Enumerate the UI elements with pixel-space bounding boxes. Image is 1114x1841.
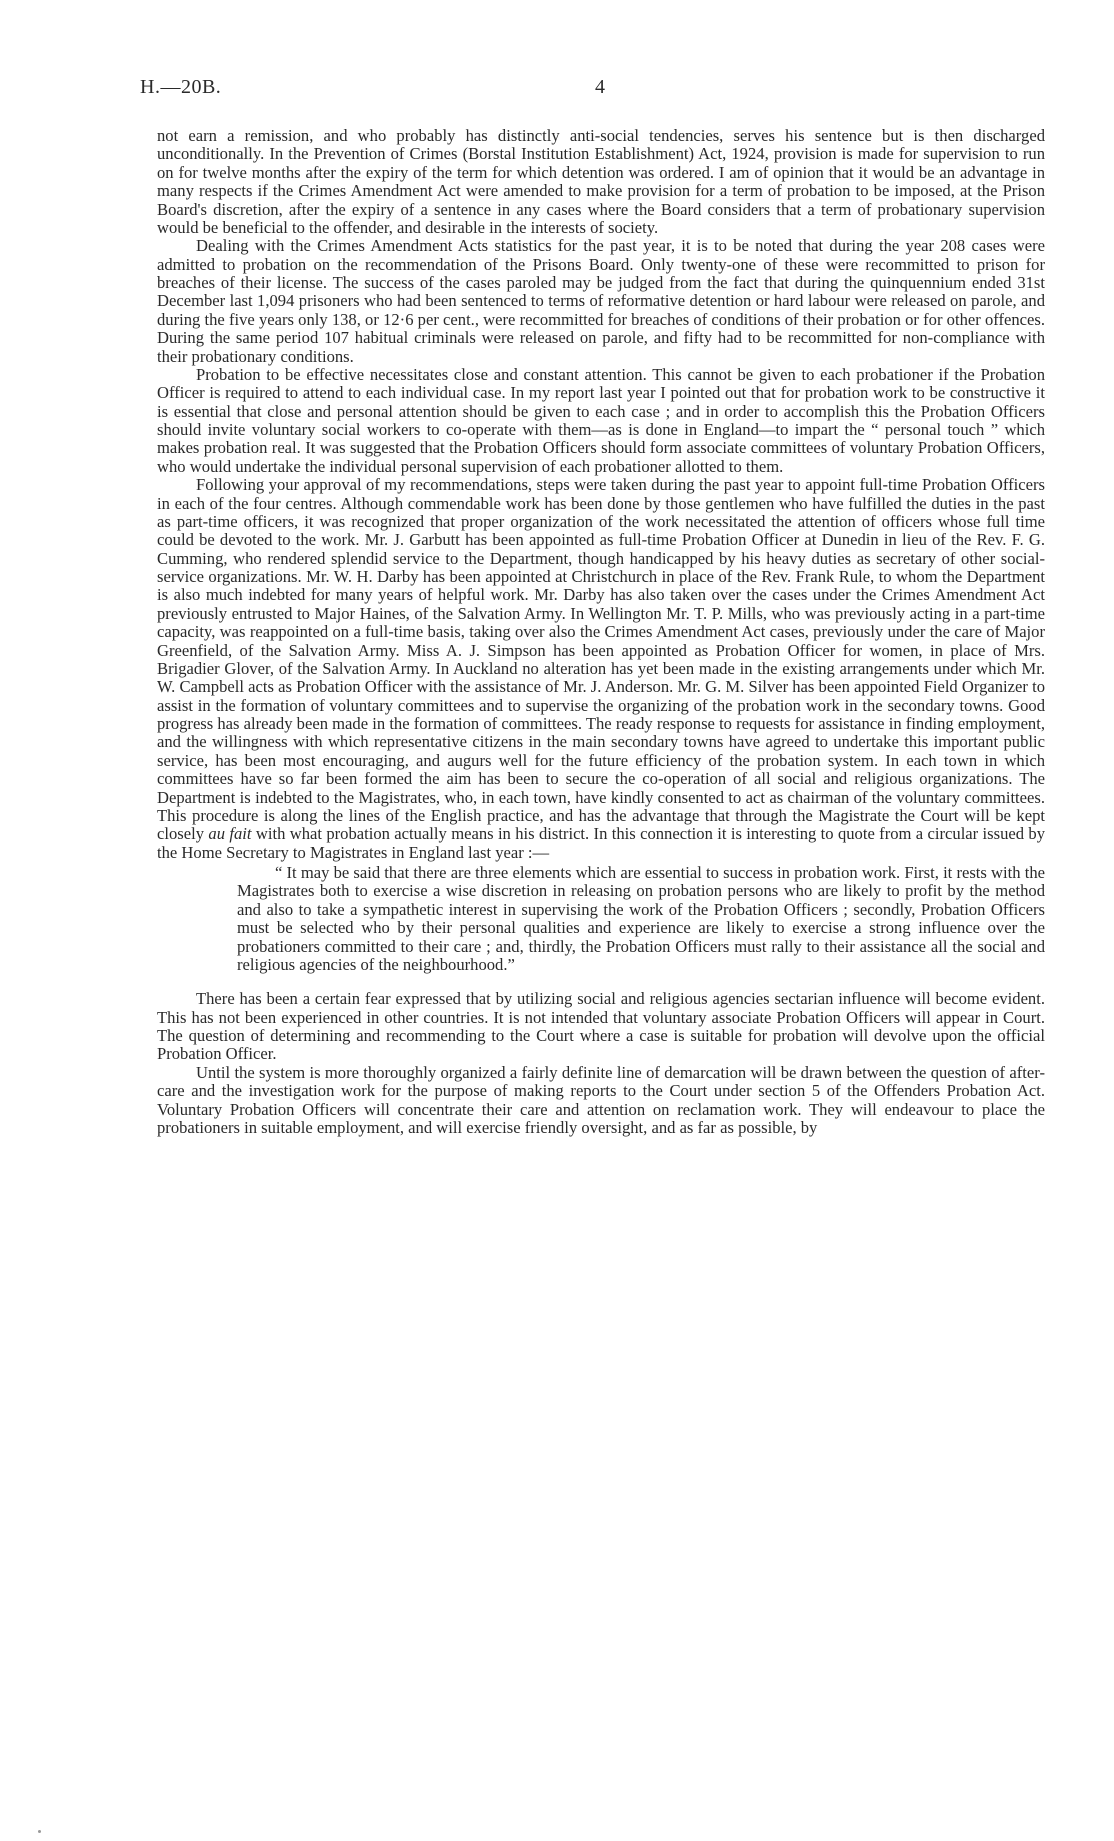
body-text (157, 127, 1045, 1137)
paragraph-continuation: not earn a remission, and who probably has distinctly anti-social tendencies, serves his sentence but is then discharged unconditionally. In the Prevention of Crimes (Borstal Institution Establishment) Act, 1924, provision is made for supervision to run on for twelve months after the expiry of the term for which detention was ordered. I am of opinion that it would be an advantage in many respects if the Crimes Amendment Act were amended to make provision for a term of probation to be imposed, at the Prison Board's discretion, after the expiry of a sentence in any cases where the Board considers that a term of probationary supervision would be beneficial to the offender, and desirable in the interests of society. (157, 126, 1045, 237)
italic-phrase: au fait (208, 824, 252, 844)
paragraph-sectarian-influence: There has been a certain fear expressed that by utilizing social and religious agencies sectarian influence will become evident. This has not been experienced in other countries. It is not intended that voluntary associate Probation Officers will appear in Court. The question of determining and recommending to the Court where a case is suitable for probation will devolve upon the official Probation Officer. (157, 989, 1045, 1064)
document-reference: H.—20B. (140, 76, 222, 98)
paragraph-probation-attention: Probation to be effective necessitates close and constant attention. This cannot be given to each probationer if the Probation Officer is required to attend to each individual case. In my report last year I pointed out that for probation work to be constructive it is essential that close and personal attention should be given to each case ; and in order to accomplish this the Probation Officers should invite voluntary social workers to co-operate with them—as is done in England—to impart the “ personal touch ” which makes probation real. It was suggested that the Probation Officers should form associate committees of voluntary Probation Officers, who would undertake the individual personal supervision of each probationer allotted to them. (157, 364, 1045, 476)
page-number: 4 (595, 76, 605, 98)
appointments-text-end: with what probation actually means in his district. In this connection it is interesting to quote from a circular issued by the Home Secretary to Magistrates in England last year :— (157, 824, 1046, 862)
block-quote: “ It may be said that there are three elements which are essential to success in probation work. First, it rests with the Magistrates both to exercise a wise discretion in releasing on probation persons who are likely to profit by the method and also to take a sympathetic interest in supervising the work of the Probation Officers ; secondly, Probation Officers must be selected who by their personal qualities and experience are likely to exercise a strong influence over the probationers committed to their care ; and, thirdly, the Probation Officers must rally to their assistance all the social and religious agencies of the neighbourhood.” (237, 863, 1045, 974)
paragraph-appointments (157, 476, 1045, 862)
scan-speck (38, 1830, 41, 1833)
page-header (140, 76, 980, 100)
appointments-text-start: Following your approval of my recommendations, steps were taken during the past year to appoint full-time Probation Officers in each of the four centres. Although commendable work has been done by those gentlemen who have fulfilled the duties in the past as part-time officers, it was recognized that proper organization of the work necessitated the attention of officers whose full time could be devoted to the work. Mr. J. Garbutt has been appointed as full-time Probation Officer at Dunedin in lieu of the Rev. F. G. Cumming, who rendered splendid service to the Department, though handicapped by his heavy duties as secretary of other social-service organizations. Mr. W. H. Darby has been appointed at Christchurch in place of the Rev. Frank Rule, to whom the Department is also much indebted for many years of helpful work. Mr. Darby has also taken over the cases under the Crimes Amendment Act previously entrusted to Major Haines, of the Salvation Army. In Wellington Mr. T. P. Mills, who was previously acting in a part-time capacity, was reappointed on a full-time basis, taking over also the Crimes Amendment Act cases, previously under the care of Major Greenfield, of the Salvation Army. Miss A. J. Simpson has been appointed as Probation Officer for women, in place of Mrs. Brigadier Glover, of the Salvation Army. In Auckland no alteration has yet been made in the existing arrangements under which Mr. W. Campbell acts as Probation Officer with the assistance of Mr. J. Anderson. Mr. G. M. Silver has been appointed Field Organizer to assist in the formation of voluntary committees and to supervise the organizing of the probation work in the secondary towns. Good progress has already been made in the formation of committees. The ready response to requests for assistance in finding employment, and the willingness with which representative citizens in the main secondary towns have agreed to undertake this important public service, has been most encouraging, and augurs well for the future efficiency of the probation system. In each town in which committees have so far been formed the aim has been to secure the co-operation of all social and religious organizations. The Department is indebted to the Magistrates, who, in each town, have kindly consented to act as chairman of the voluntary committees. This procedure is along the lines of the English practice, and has the advantage that through the Magistrate the Court will be kept closely (157, 475, 1045, 844)
paragraph-statistics: Dealing with the Crimes Amendment Acts statistics for the past year, it is to be noted that during the year 208 cases were admitted to probation on the recommendation of the Prisons Board. Only twenty-one of these were recommitted to prison for breaches of their license. The success of the cases paroled may be judged from the fact that during the quinquennium ended 31st December last 1,094 prisoners who had been sentenced to terms of reformative detention or hard labour were released on parole, and during the five years only 138, or 12·6 per cent., were recommitted for breaches of conditions of their probation or for other offences. During the same period 107 habitual criminals were released on parole, and fifty had to be recommitted for non-compliance with their probationary conditions. (157, 236, 1045, 366)
paragraph-demarcation: Until the system is more thoroughly organized a fairly definite line of demarcation will be drawn between the question of after-care and the investigation work for the purpose of making reports to the Court under section 5 of the Offenders Probation Act. Voluntary Probation Officers will concentrate their care and attention on reclamation work. They will endeavour to place the probationers in suitable employment, and will exercise friendly oversight, and as far as possible, by (157, 1062, 1045, 1137)
